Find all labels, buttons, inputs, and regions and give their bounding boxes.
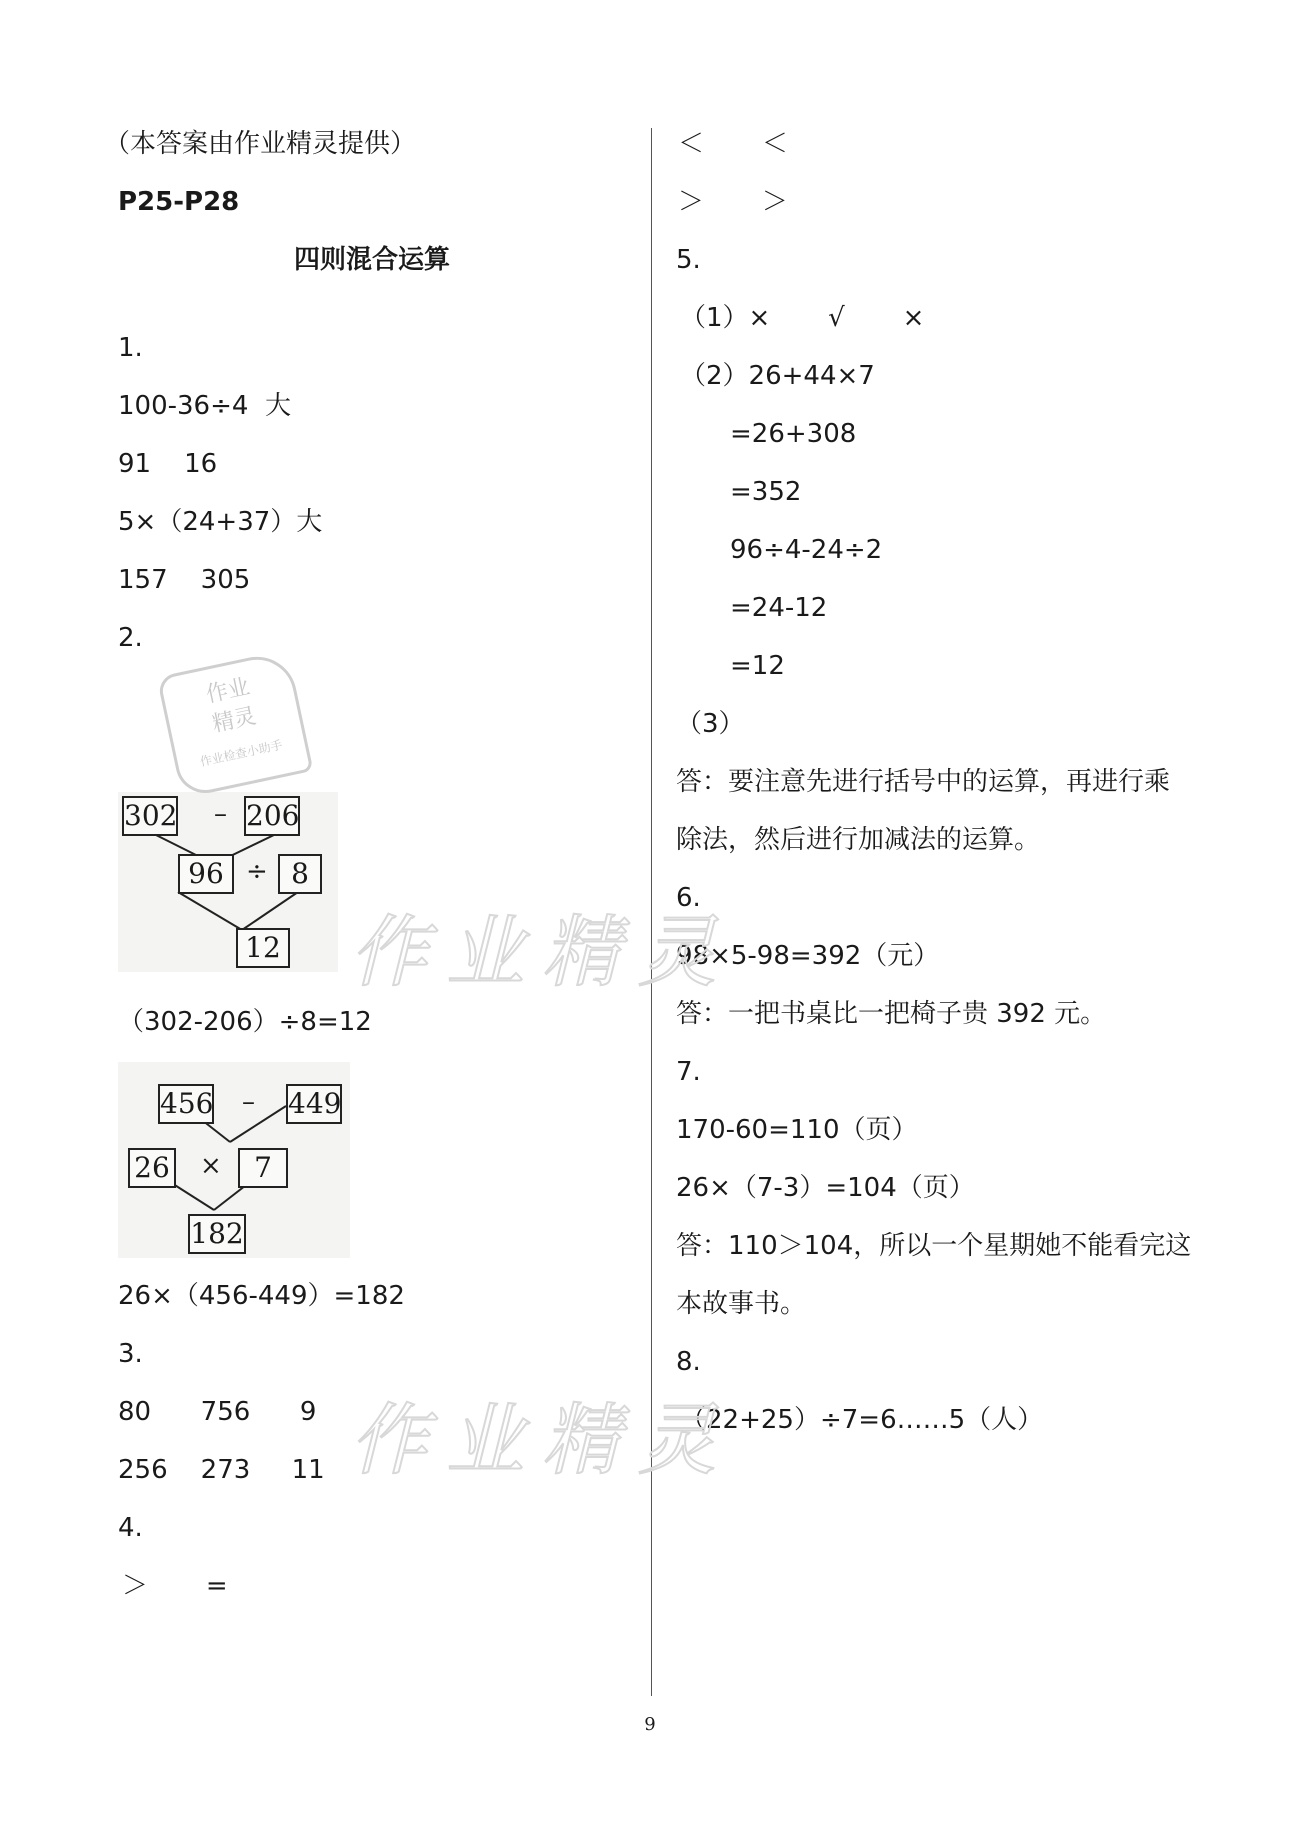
- answer-compare-row-1: ＜ ＜: [678, 129, 788, 159]
- question-7-answer-line-2: 本故事书。: [676, 1289, 807, 1319]
- question-5-step-d: =24-12: [730, 593, 828, 623]
- question-1-line-d: 157 305: [118, 565, 251, 595]
- question-7-calculation-1: 170-60=110（页）: [676, 1115, 918, 1145]
- question-7-label: 7.: [676, 1057, 701, 1087]
- question-7-calculation-2: 26×（7-3）=104（页）: [676, 1173, 975, 1203]
- tree1-mid-right-box: 8: [278, 854, 322, 894]
- question-3-line-a: 80 756 9: [118, 1397, 317, 1427]
- question-1-label: 1.: [118, 333, 143, 363]
- page-range-heading: P25-P28: [118, 187, 240, 217]
- tree2-mid-right-box: 7: [238, 1148, 288, 1188]
- stamp-line-1: 作业: [203, 674, 253, 709]
- question-3-line-b: 256 273 11: [118, 1455, 325, 1485]
- question-5-answer-line-1: 答：要注意先进行括号中的运算，再进行乘: [676, 767, 1171, 797]
- operation-tree-diagram-2: [118, 1062, 350, 1258]
- question-5-answer-line-2: 除法，然后进行加减法的运算。: [676, 825, 1041, 855]
- page-number: 9: [644, 1714, 656, 1735]
- question-4-line-a: ＞ =: [122, 1571, 228, 1601]
- section-title: 四则混合运算: [294, 245, 451, 275]
- tree2-bottom-box: 182: [188, 1214, 246, 1254]
- tree1-bottom-box: 12: [236, 928, 290, 968]
- question-6-calculation: 98×5-98=392（元）: [676, 941, 940, 971]
- tree1-top-operator: –: [214, 799, 227, 829]
- question-1-line-b: 91 16: [118, 449, 218, 479]
- answer-compare-row-2: ＞ ＞: [678, 187, 788, 217]
- question-2-label: 2.: [118, 623, 143, 653]
- tree2-top-operator: –: [242, 1087, 255, 1117]
- watermark-2: 作业精灵: [350, 1396, 735, 1486]
- question-8-label: 8.: [676, 1347, 701, 1377]
- question-2-formula-1: （302-206）÷8=12: [118, 1007, 372, 1037]
- operation-tree-diagram-1: [118, 792, 338, 972]
- tree1-mid-operator: ÷: [246, 857, 268, 887]
- question-5-part-3: （3）: [676, 709, 745, 739]
- question-3-label: 3.: [118, 1339, 143, 1369]
- question-4-label: 4.: [118, 1513, 143, 1543]
- question-5-part-2: （2）26+44×7: [680, 361, 875, 391]
- question-5-part-1: （1）× √ ×: [680, 303, 925, 333]
- tree2-top-left-box: 456: [158, 1084, 214, 1124]
- source-note: （本答案由作业精灵提供）: [104, 129, 417, 159]
- stamp-line-3: 作业检查小助手: [198, 737, 284, 769]
- question-1-line-a: 100-36÷4 大: [118, 391, 291, 421]
- question-6-label: 6.: [676, 883, 701, 913]
- question-7-answer-line-1: 答：110＞104，所以一个星期她不能看完这: [676, 1231, 1192, 1261]
- watermark-1: 作业精灵: [350, 908, 735, 998]
- tree1-top-left-box: 302: [122, 796, 178, 836]
- tree2-mid-operator: ×: [200, 1151, 222, 1181]
- watermark-stamp: [157, 649, 314, 798]
- question-5-step-e: =12: [730, 651, 785, 681]
- question-5-step-c: 96÷4-24÷2: [730, 535, 883, 565]
- tree1-top-right-box: 206: [244, 796, 300, 836]
- question-5-label: 5.: [676, 245, 701, 275]
- question-5-step-b: =352: [730, 477, 802, 507]
- question-6-answer: 答：一把书桌比一把椅子贵 392 元。: [676, 999, 1107, 1029]
- tree2-mid-left-box: 26: [128, 1148, 176, 1188]
- question-5-step-a: =26+308: [730, 419, 857, 449]
- question-1-line-c: 5×（24+37）大: [118, 507, 323, 537]
- tree1-mid-left-box: 96: [178, 854, 234, 894]
- tree2-top-right-box: 449: [286, 1084, 342, 1124]
- question-2-formula-2: 26×（456-449）=182: [118, 1281, 405, 1311]
- question-8-calculation: （22+25）÷7=6……5（人）: [680, 1405, 1044, 1435]
- stamp-line-2: 精灵: [210, 703, 259, 738]
